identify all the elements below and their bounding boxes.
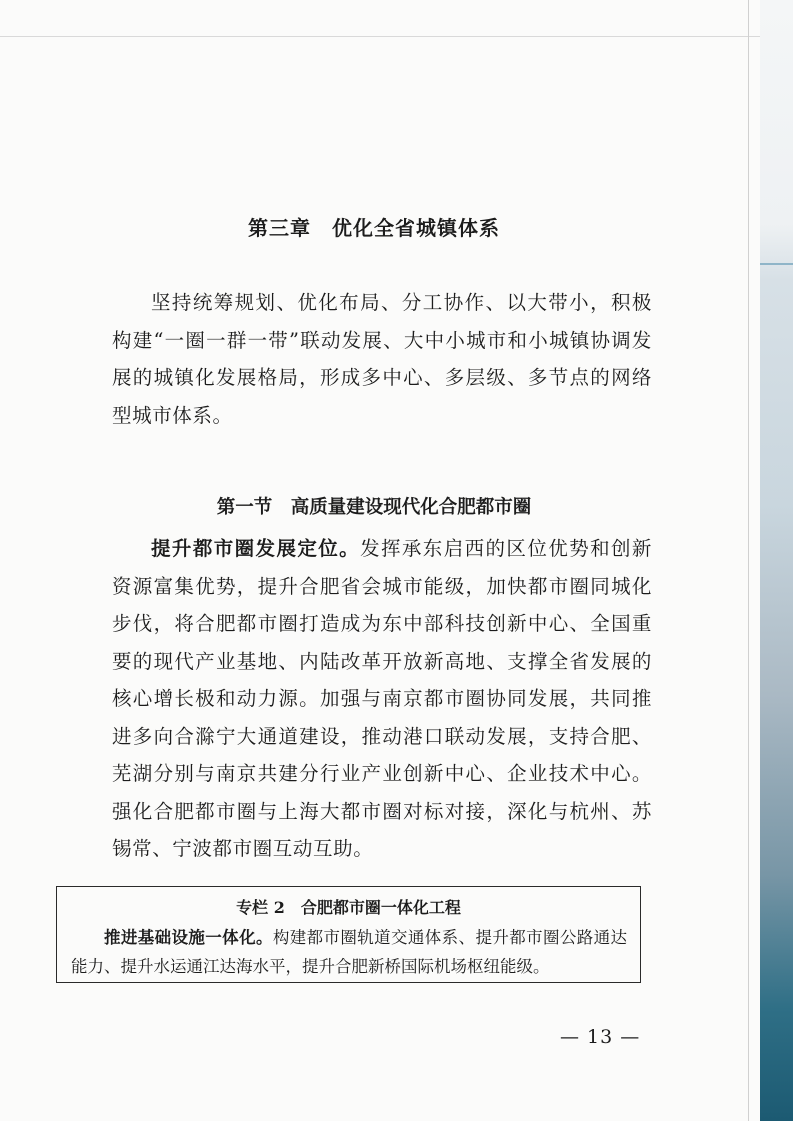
page-top-edge xyxy=(0,36,793,37)
sidebar-box-title: 专栏 2 合肥都市圈一体化工程 xyxy=(236,898,461,917)
page-right-edge xyxy=(748,0,749,1121)
sidebar-box-lead: 推进基础设施一体化。 xyxy=(104,928,273,947)
section-paragraph-body: 发挥承东启西的区位优势和创新资源富集优势，提升合肥省会城市能级，加快都市圈同城化步伐，将合肥都市圈打造成为东中部科技创新中心、全国重要的现代产业基地、内陆改革开放新高地、支撑全省发展的核心增长极和动力源。加强与南京都市圈协同发展，共同推进多向合滁宁大通道建设，推动港口联动发展，支持合肥、芜湖分别与南京共建分行业产业创新中心、企业技术中心。强化合肥都市圈与上海大都市圈对标对接，深化与杭州、苏锡常、宁波都市圈互动互助。 xyxy=(112,537,652,860)
section-title: 第一节 高质量建设现代化合肥都市圈 xyxy=(216,497,532,518)
side-strip-mark xyxy=(760,263,793,265)
page-number: — 13 — xyxy=(560,1026,641,1048)
sidebar-box xyxy=(56,886,641,983)
sidebar-box-text xyxy=(71,923,627,981)
section-paragraph xyxy=(112,530,652,868)
chapter-title: 第三章 优化全省城镇体系 xyxy=(248,216,500,240)
sidebar-box-body: 构建都市圈轨道交通体系、提升都市圈公路通达能力、提升水运通江达海水平，提升合肥新桥国际机场枢纽能级。 xyxy=(71,928,628,976)
chapter-intro-paragraph: 坚持统筹规划、优化布局、分工协作、以大带小，积极构建“一圈一群一带”联动发展、大中小城市和小城镇协调发展的城镇化发展格局，形成多中心、多层级、多节点的网络型城市体系。 xyxy=(112,291,652,427)
section-paragraph-lead: 提升都市圈发展定位。 xyxy=(151,537,361,560)
scanner-side-strip xyxy=(760,0,793,1121)
